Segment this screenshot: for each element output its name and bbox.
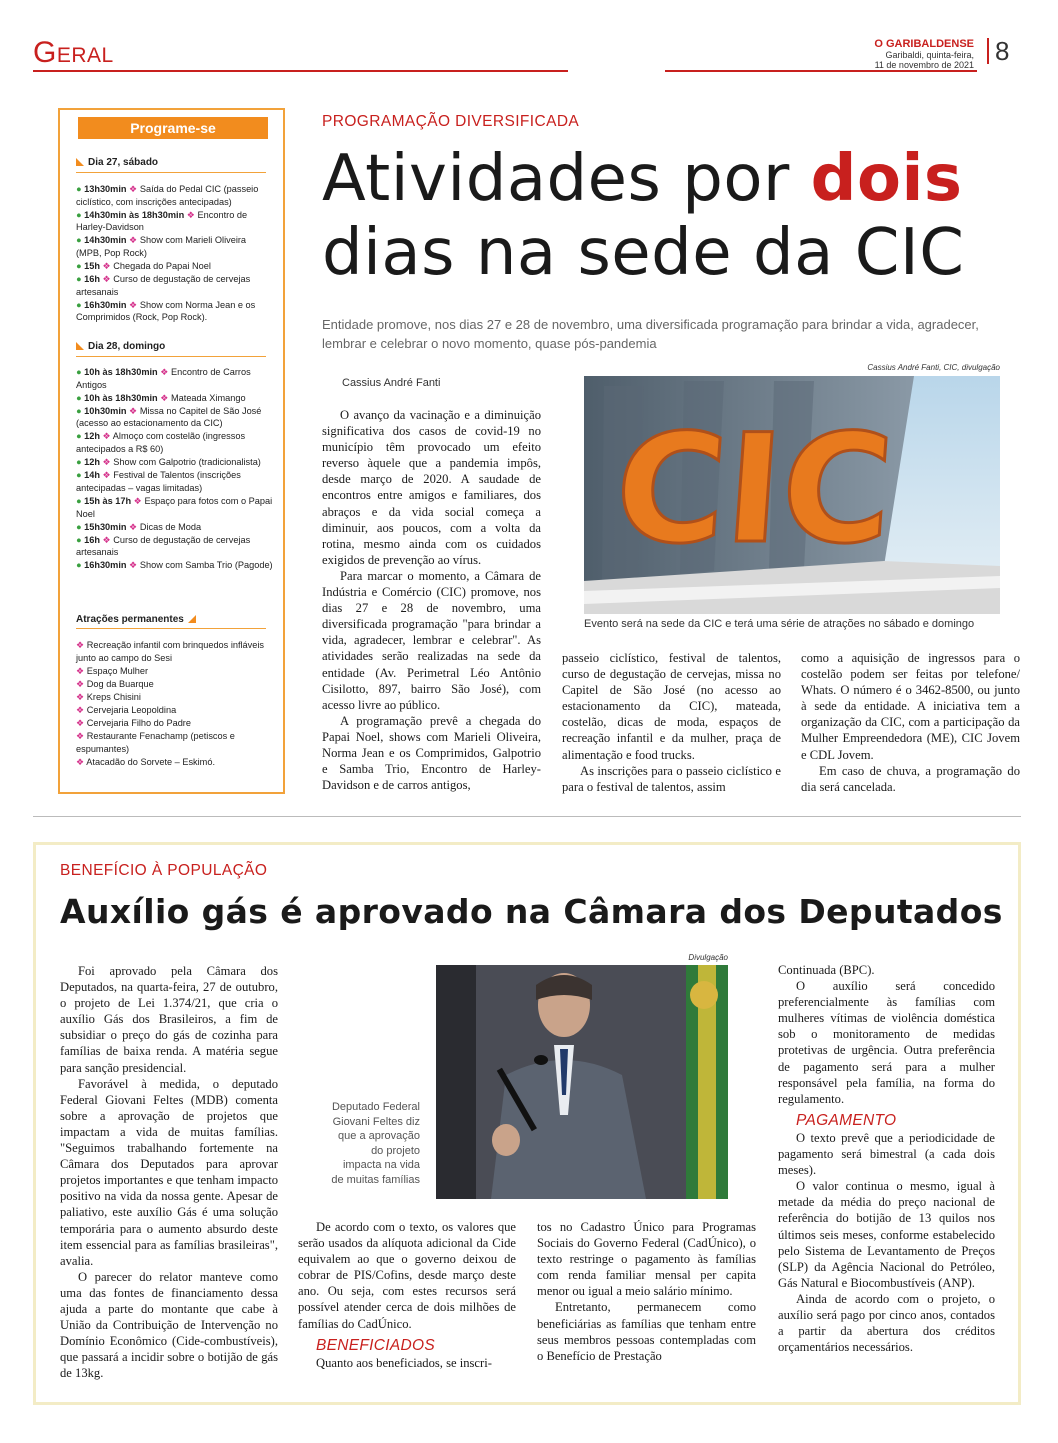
photo-credit: Cassius André Fanti, CIC, divulgação	[867, 363, 1000, 372]
schedule-text: Encontro de Carros Antigos	[76, 367, 251, 390]
header-rule	[665, 70, 977, 72]
schedule-item	[76, 534, 274, 559]
schedule-item	[76, 273, 274, 298]
sidebar-title: Programe-se	[78, 117, 268, 139]
bullet-icon: ●	[76, 274, 85, 285]
photo-caption: Evento será na sede da CIC e terá uma série de atrações no sábado e domingo	[584, 618, 975, 630]
triangle-icon	[188, 615, 196, 623]
attraction-item	[76, 639, 274, 664]
divider	[76, 172, 266, 173]
schedule-time: 14h30min às 18h30min	[84, 209, 185, 220]
article-column	[537, 1219, 756, 1364]
attraction-text: Cervejaria Leopoldina	[86, 704, 177, 715]
schedule-text: Show com Galpotrio (tradicionalista)	[113, 457, 261, 468]
schedule-time: 14h	[84, 470, 100, 481]
schedule-text: Almoço com costelão (ingressos antecipados a R$ 60)	[76, 431, 246, 455]
schedule-time: 16h	[84, 534, 100, 545]
bullet-icon: ●	[76, 470, 85, 481]
bullet-icon: ●	[76, 299, 85, 310]
bullet-icon: ●	[76, 235, 85, 246]
schedule-text: Missa no Capitel de São José (acesso ao estacionamento da CIC)	[76, 405, 262, 429]
day-heading: Dia 27, sábado	[76, 157, 158, 168]
schedule-text: Mateada Ximango	[171, 392, 246, 403]
diamond-icon: ❖	[99, 274, 114, 285]
diamond-icon: ❖	[126, 235, 140, 246]
bullet-icon: ●	[76, 184, 85, 194]
diamond-icon: ❖	[76, 640, 87, 650]
section-title: Geral	[33, 36, 114, 69]
schedule-item	[76, 183, 274, 208]
newspaper-name: O GARIBALDENSE	[874, 38, 974, 50]
section-divider	[33, 816, 1021, 817]
attraction-text: Dog da Buarque	[86, 678, 154, 689]
schedule-time: 10h às 18h30min	[84, 392, 158, 403]
paragraph: O valor continua o mesmo, igual à metade da média do preço nacional de referência do botijão de 13 quilos nos últimos seis meses, conforme estabelecido pelo Sistema de Levantamento de Preços (SLP) da Agência Nacional do Petróleo, Gás Natural e Biocombustíveis (ANP).	[778, 1179, 995, 1290]
schedule-time: 16h30min	[84, 560, 127, 571]
schedule-time: 14h30min	[84, 235, 127, 246]
schedule-time: 16h30min	[84, 299, 127, 310]
header-rule	[33, 70, 568, 72]
date: 11 de novembro de 2021	[874, 60, 974, 70]
bullet-icon: ●	[76, 392, 85, 403]
paragraph: O parecer do relator manteve como uma das fontes de financiamento dessa ajuda a parte do montante que cabe à União da Contribuição de Intervenção no Domínio Econômico (Cide-combustíveis), que passará a incidir sobre o botijão de gás de 13kg.	[60, 1269, 278, 1381]
attraction-item	[76, 665, 274, 678]
page-number: 8	[995, 36, 1010, 66]
schedule-item	[76, 559, 274, 572]
schedule-item	[76, 430, 274, 455]
bullet-icon: ●	[76, 495, 85, 506]
diamond-icon: ❖	[157, 392, 171, 403]
article-column	[60, 963, 278, 1381]
paragraph: A programação prevê a chegada do Papai Noel, shows com Marieli Oliveira, Norma Jean e os Comprimidos, Galpotrio e Samba Trio, Encontro de Harley-Davidson e de carros antigos,	[322, 713, 541, 793]
article-headline: Auxílio gás é aprovado na Câmara dos Deputados	[60, 892, 1003, 931]
day2-list	[76, 366, 274, 573]
paragraph: Continuada (BPC).	[778, 963, 875, 977]
triangle-icon	[76, 342, 84, 350]
attraction-item	[76, 717, 274, 730]
paragraph: Favorável à medida, o deputado Federal Giovani Feltes (MDB) comenta sobre a aprovação de projetos que impactam a vida de muitas famílias. "Seguimos trabalhando fortemente na Câmara dos Deputados para aprovar projetos importantes e que tenham impacto positivo na vida da nossa gente. Apesar de paliativo, este auxílio Gás é uma solução temporária para o aumento absurdo deste item essencial para as famílias brasileiras", avalia.	[60, 1076, 278, 1268]
article-column	[298, 1219, 516, 1371]
attraction-text: Atacadão do Sorvete – Eskimó.	[86, 756, 215, 767]
bullet-icon: ●	[76, 534, 85, 545]
day1-list	[76, 183, 274, 325]
article-standfirst: Entidade promove, nos dias 27 e 28 de novembro, uma diversificada programação para brindar a vida, agradecer, lembrar e celebrar o novo momento, quase pós-pandemia	[322, 317, 979, 351]
attraction-item	[76, 691, 274, 704]
day-heading: Atrações permanentes	[76, 614, 196, 625]
paragraph: O texto prevê que a periodicidade de pagamento será bimestral (a cada dois meses).	[778, 1130, 995, 1178]
diamond-icon: ❖	[126, 299, 140, 310]
schedule-sidebar	[58, 108, 285, 794]
paragraph: O avanço da vacinação e a diminuição significativa dos casos de covid-19 no município têm provocado um efeito reverso àquele que a pandemia impôs, desde março de 2020. A saudade de encontros entre amigos e familiares, dos abraços e da vida social começa a diminuir, aos poucos, com a volta da rotina, mesmo ainda com os cuidados exigidos de prevenção ao vírus.	[322, 408, 541, 567]
diamond-icon: ❖	[157, 367, 171, 377]
bullet-icon: ●	[76, 521, 85, 532]
divider	[76, 628, 266, 629]
diamond-icon: ❖	[126, 184, 140, 194]
bullet-icon: ●	[76, 261, 85, 272]
divider	[76, 356, 266, 357]
attraction-item	[76, 704, 274, 717]
subhead: BENEFICIADOS	[316, 1336, 436, 1354]
schedule-text: Show com Marieli Oliveira (MPB, Pop Rock)	[76, 235, 247, 258]
schedule-text: Curso de degustação de cervejas artesanais	[76, 534, 251, 558]
schedule-text: Encontro de Harley-Davidson	[76, 209, 248, 233]
bullet-icon: ●	[76, 457, 85, 468]
schedule-item	[76, 299, 274, 324]
article-column	[562, 650, 781, 795]
schedule-time: 12h	[84, 457, 100, 468]
schedule-time: 13h30min	[84, 184, 127, 194]
schedule-text: Show com Norma Jean e os Comprimidos (Rock, Pop Rock).	[76, 299, 256, 323]
page-separator	[987, 38, 989, 64]
paragraph: tos no Cadastro Único para Programas Sociais do Governo Federal (CadÚnico), o texto restringe o pagamento às famílias com renda familiar mensal per capita menor ou igual a meio salário mínimo.	[537, 1220, 756, 1299]
diamond-icon: ❖	[99, 534, 114, 545]
schedule-item	[76, 234, 274, 259]
paragraph: Em caso de chuva, a programação do dia será cancelada.	[801, 763, 1020, 794]
attraction-item	[76, 678, 274, 691]
article-headline: Atividades por dois dias na sede da CIC	[322, 142, 965, 290]
article-kicker: BENEFÍCIO À POPULAÇÃO	[60, 862, 268, 879]
diamond-icon: ❖	[184, 209, 198, 220]
bullet-icon: ●	[76, 560, 85, 571]
diamond-icon: ❖	[76, 756, 87, 767]
attraction-item	[76, 730, 274, 755]
diamond-icon: ❖	[76, 731, 87, 742]
diamond-icon: ❖	[99, 431, 113, 442]
schedule-time: 12h	[84, 431, 100, 442]
article-column	[322, 407, 541, 793]
cic-building-photo	[584, 376, 1000, 614]
schedule-time: 10h30min	[84, 405, 127, 416]
paragraph: Foi aprovado pela Câmara dos Deputados, na quarta-feira, 27 de outubro, o projeto de Lei 1.374/21, que cria o auxílio Gás dos Brasileiros, a fim de subsidiar o preço do gás de cozinha para famílias de baixa renda. A matéria segue para sanção presidencial.	[60, 964, 278, 1075]
attraction-text: Restaurante Fenachamp (petiscos e espumantes)	[76, 731, 235, 754]
diamond-icon: ❖	[131, 495, 145, 506]
schedule-text: Festival de Talentos (inscrições antecipadas – vagas limitadas)	[76, 470, 241, 493]
bullet-icon: ●	[76, 367, 85, 377]
diamond-icon: ❖	[99, 261, 114, 272]
permanent-list	[76, 639, 274, 769]
schedule-time: 15h	[84, 261, 100, 272]
paragraph: As inscrições para o passeio ciclístico e para o festival de talentos, assim	[562, 763, 781, 794]
paragraph: O auxílio será concedido preferencialmente às famílias com mulheres vítimas de violência doméstica sob o monitoramento de medidas protetivas de urgência. Outra preferência de pagamento será para a mulher responsável pela família, na forma do regulamento.	[778, 979, 995, 1106]
diamond-icon: ❖	[76, 691, 87, 702]
bullet-icon: ●	[76, 209, 85, 220]
diamond-icon: ❖	[126, 405, 140, 416]
schedule-text: Espaço para fotos com o Papai Noel	[76, 495, 273, 519]
schedule-time: 15h às 17h	[84, 495, 132, 506]
schedule-item	[76, 366, 274, 391]
paragraph: Entretanto, permanecem como beneficiárias as famílias que tenham entre seus membros pessoas contempladas com o Benefício de Prestação	[537, 1300, 756, 1363]
diamond-icon: ❖	[76, 665, 87, 676]
bullet-icon: ●	[76, 431, 85, 442]
schedule-item	[76, 405, 274, 430]
schedule-item	[76, 209, 274, 234]
diamond-icon: ❖	[126, 560, 140, 571]
diamond-icon: ❖	[76, 678, 87, 689]
schedule-text: Curso de degustação de cervejas artesanais	[76, 274, 251, 297]
schedule-time: 16h	[84, 274, 100, 285]
attraction-text: Kreps Chisini	[86, 691, 141, 702]
cic-sign: CIC	[609, 403, 899, 577]
schedule-item	[76, 260, 274, 273]
schedule-text: Dicas de Moda	[139, 521, 202, 532]
attraction-item	[76, 756, 274, 769]
article-kicker: PROGRAMAÇÃO DIVERSIFICADA	[322, 113, 580, 130]
attraction-text: Espaço Mulher	[86, 665, 149, 676]
schedule-text: Chegada do Papai Noel	[113, 261, 211, 272]
bullet-icon: ●	[76, 405, 85, 416]
diamond-icon: ❖	[76, 704, 87, 715]
paragraph: Ainda de acordo com o projeto, o auxílio será pago por cinco anos, contados a partir da abertura dos créditos orçamentários necessários.	[778, 1291, 995, 1355]
paragraph: passeio ciclístico, festival de talentos, curso de degustação de cervejas, missa no Capitel de São José (no acesso ao estacionamento da CIC), mateada, costelão, dicas de moda, espaços de recreação infantil e da mulher, praça de alimentação e food trucks.	[562, 651, 781, 762]
byline: Cassius André Fanti	[342, 377, 441, 389]
diamond-icon: ❖	[99, 470, 114, 481]
attraction-text: Recreação infantil com brinquedos infláveis junto ao campo do Sesi	[76, 640, 265, 663]
photo-caption: Deputado Federal Giovani Feltes diz que a aprovação do projeto impacta na vida de muitas famílias	[331, 1101, 420, 1186]
photo-credit: Divulgação	[688, 953, 728, 962]
schedule-time: 10h às 18h30min	[84, 367, 158, 377]
schedule-time: 15h30min	[84, 521, 127, 532]
triangle-icon	[76, 158, 84, 166]
article-column	[801, 650, 1020, 795]
schedule-text: Saída do Pedal CIC (passeio ciclístico, com inscrições antecipadas)	[76, 184, 259, 207]
paragraph: como a aquisição de ingressos para o costelão podem ser feitas por telefone/ Whats. O número é o 3462-8500, ou junto à sede da entidade. A iniciativa tem a organização da CIC, com a participação da Mulher Empreendedora (ME), CIC Jovem e CDL Jovem.	[801, 651, 1020, 762]
diamond-icon: ❖	[126, 521, 140, 532]
schedule-text: Show com Samba Trio (Pagode)	[139, 560, 273, 571]
schedule-item	[76, 392, 274, 405]
subhead: PAGAMENTO	[796, 1111, 897, 1129]
deputy-photo	[436, 965, 728, 1199]
attraction-text: Cervejaria Filho do Padre	[86, 718, 191, 729]
schedule-item	[76, 469, 274, 494]
diamond-icon: ❖	[99, 457, 114, 468]
issue-date	[875, 50, 974, 70]
day-heading: Dia 28, domingo	[76, 341, 165, 352]
schedule-item	[76, 495, 274, 520]
article-column	[778, 962, 995, 1355]
paragraph: Quanto aos beneficiados, se inscri-	[316, 1355, 492, 1370]
diamond-icon: ❖	[76, 718, 87, 729]
paragraph: De acordo com o texto, os valores que serão usados da alíquota adicional da Cide equivalem ao que o governo deixou de cobrar de PIS/Cofins, desde março deste ano. Ou seja, com estes recursos será possível atender cerca de dois milhões de famílias do CadÚnico.	[298, 1220, 516, 1331]
paragraph: Para marcar o momento, a Câmara de Indústria e Comércio (CIC) promove, nos dias 27 e 28 de novembro, uma diversificada programação "para brindar a vida, agradecer, lembrar e celebrar". As atividades serão realizadas na sede da entidade (Av. Perimetral Léo Antônio Cisilotto, 897, bairro São José), com acesso livre ao público.	[322, 568, 541, 712]
schedule-item	[76, 521, 274, 534]
schedule-item	[76, 456, 274, 469]
location-date: Garibaldi, quinta-feira,	[885, 50, 974, 60]
